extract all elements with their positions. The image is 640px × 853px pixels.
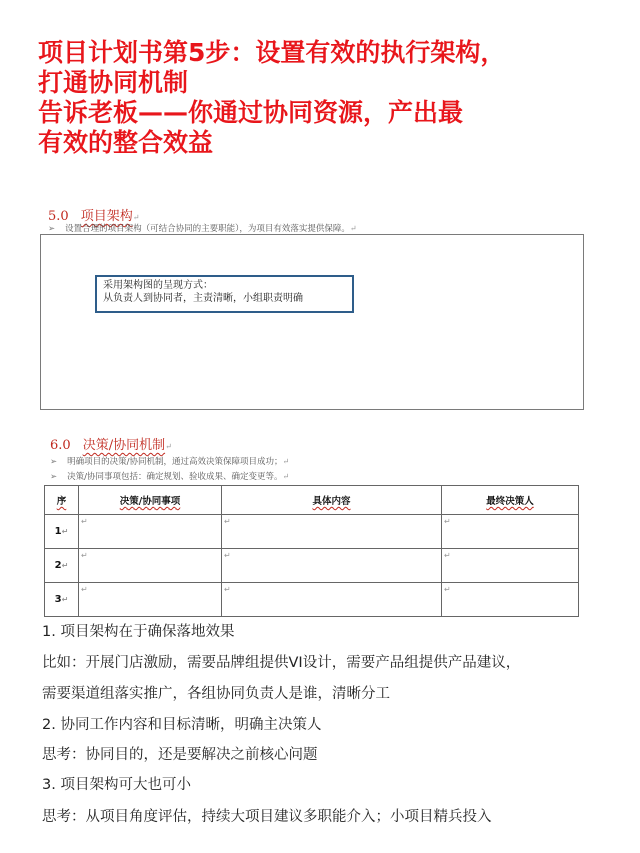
col-header-index: 序 bbox=[45, 486, 79, 515]
section-5-bullet: ➢ 设置合理的项目架构（可结合协同的主要职能），为项目有效落实提供保障。↵ bbox=[48, 224, 357, 234]
section-6-name: 决策/协同机制 bbox=[82, 438, 166, 453]
note-line-3: 需要渠道组落实推广，各组协同负责人是谁，清晰分工 bbox=[42, 686, 390, 702]
table-cell: ↵ bbox=[442, 549, 579, 583]
table-header-row bbox=[45, 486, 579, 515]
note-line-7: 思考：从项目角度评估，持续大项目建议多职能介入；小项目精兵投入 bbox=[42, 809, 492, 825]
table-row bbox=[45, 583, 579, 617]
architecture-callout bbox=[95, 275, 354, 313]
arrow-bullet-icon: ➢ bbox=[48, 224, 56, 234]
title-line-2: 打通协同机制 bbox=[38, 68, 189, 97]
section-6-bullet-1-text: 明确项目的决策/协同机制，通过高效决策保障项目成功； bbox=[67, 457, 283, 467]
title-line-3: 告诉老板——你通过协同资源，产出最 bbox=[38, 98, 464, 127]
col-header-decider: 最终决策人 bbox=[442, 486, 579, 515]
section-6-heading: 6.0 决策/协同机制↵ bbox=[50, 438, 172, 453]
section-5-bullet-text: 设置合理的项目架构（可结合协同的主要职能），为项目有效落实提供保障。 bbox=[65, 224, 350, 234]
table-cell: ↵ bbox=[79, 515, 222, 549]
section-5-heading: 5.0 项目架构↵ bbox=[48, 209, 140, 224]
architecture-diagram-frame bbox=[40, 234, 584, 410]
section-6-number: 6.0 bbox=[50, 438, 71, 453]
table-cell: ↵ bbox=[442, 583, 579, 617]
section-5-number: 5.0 bbox=[48, 209, 69, 224]
table-cell: ↵ bbox=[442, 515, 579, 549]
title-line-4: 有效的整合效益 bbox=[38, 128, 214, 157]
row-index: 3↵ bbox=[45, 583, 79, 617]
table-cell: ↵ bbox=[222, 515, 442, 549]
table-cell: ↵ bbox=[222, 549, 442, 583]
title-line-1: 项目计划书第5步：设置有效的执行架构， bbox=[38, 38, 506, 67]
table-row bbox=[45, 515, 579, 549]
section-6-bullet-1: ➢ 明确项目的决策/协同机制，通过高效决策保障项目成功；↵ bbox=[50, 457, 290, 467]
note-line-2: 比如：开展门店激励，需要品牌组提供VI设计，需要产品组提供产品建议， bbox=[42, 655, 521, 671]
note-line-4: 2. 协同工作内容和目标清晰，明确主决策人 bbox=[42, 717, 322, 733]
section-6-bullet-2-text: 决策/协同事项包括：确定规划、验收成果、确定变更等。 bbox=[67, 472, 283, 482]
note-line-1: 1. 项目架构在于确保落地效果 bbox=[42, 624, 235, 640]
table-row bbox=[45, 549, 579, 583]
col-header-content: 具体内容 bbox=[222, 486, 442, 515]
section-6-bullet-2: ➢ 决策/协同事项包括：确定规划、验收成果、确定变更等。↵ bbox=[50, 472, 290, 482]
row-index: 2↵ bbox=[45, 549, 79, 583]
table-cell: ↵ bbox=[222, 583, 442, 617]
arrow-bullet-icon: ➢ bbox=[50, 472, 58, 482]
callout-line-2: 从负责人到协同者，主责清晰，小组职责明确 bbox=[103, 293, 303, 304]
col-header-item: 决策/协同事项 bbox=[79, 486, 222, 515]
callout-line-1: 采用架构图的呈现方式： bbox=[103, 280, 213, 291]
page-title bbox=[38, 38, 628, 158]
row-index: 1↵ bbox=[45, 515, 79, 549]
table-cell: ↵ bbox=[79, 583, 222, 617]
note-line-5: 思考：协同目的，还是要解决之前核心问题 bbox=[42, 747, 318, 763]
section-5-name: 项目架构 bbox=[80, 209, 133, 224]
arrow-bullet-icon: ➢ bbox=[50, 457, 58, 467]
decision-table bbox=[44, 485, 579, 617]
note-line-6: 3. 项目架构可大也可小 bbox=[42, 777, 191, 793]
table-cell: ↵ bbox=[79, 549, 222, 583]
